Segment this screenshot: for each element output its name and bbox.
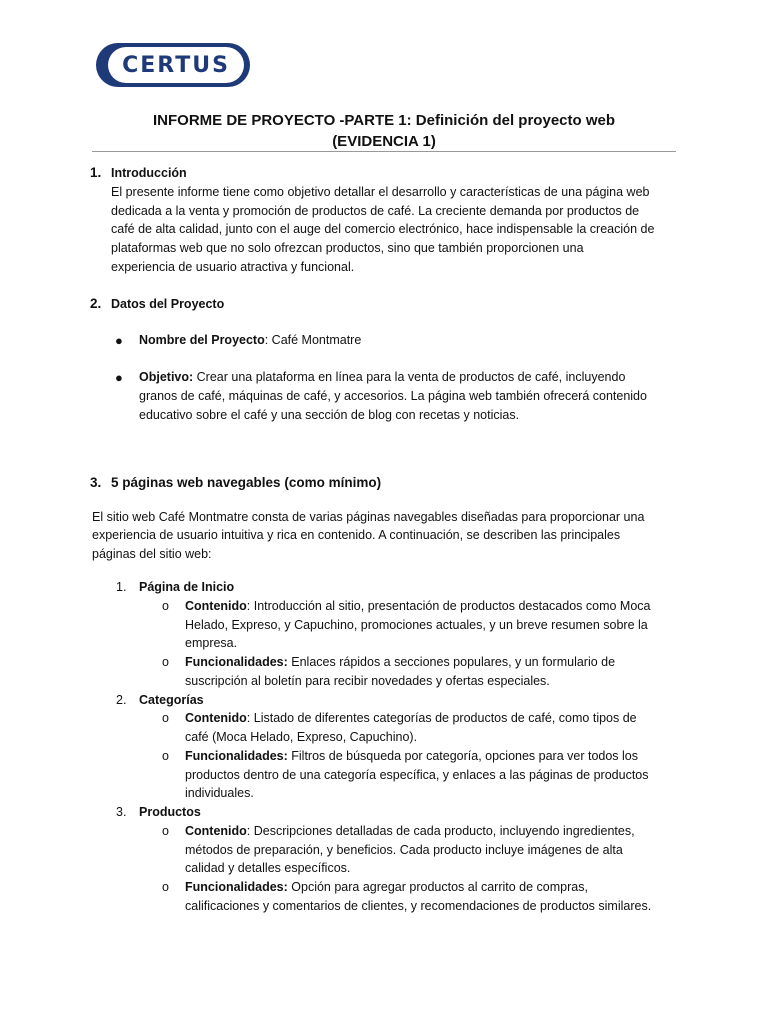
func-line xyxy=(185,878,588,897)
section-3-heading: 5 páginas web navegables (como mínimo) xyxy=(111,475,382,490)
title-line-2: (EVIDENCIA 1) xyxy=(332,133,436,150)
intro-line: plataformas web que no solo ofrezcan productos, sino que también proporcionen una xyxy=(111,241,584,255)
bullet: ● xyxy=(115,333,123,348)
intro-line: café de alta calidad, junto con el auge del comercio electrónico, hace indispensable la creación de xyxy=(111,222,655,236)
intro-line: El presente informe tiene como objetivo detallar el desarrollo y características de una página web xyxy=(111,185,650,199)
section-3-intro-line: páginas del sitio web: xyxy=(92,547,212,561)
content-text: : Listado de diferentes categorías de productos de café, como tipos de xyxy=(246,711,637,725)
content-label: Contenido xyxy=(185,824,247,838)
content-line: empresa. xyxy=(185,636,238,650)
func-text: Enlaces rápidos a secciones populares, y un formulario de xyxy=(287,655,616,669)
project-name-line xyxy=(139,331,361,350)
content-line: café (Moca Helado, Expreso, Capuchino). xyxy=(185,730,418,744)
intro-line: dedicada a la venta y promoción de productos de café. La creciente demanda por productos de xyxy=(111,204,640,218)
intro-line: experiencia de usuario atractiva y funcional. xyxy=(111,260,355,274)
func-line: suscripción al boletín para recibir novedades y ofertas especiales. xyxy=(185,674,550,688)
objective-line: granos de café, máquinas de café, y accesorios. La página web también ofrecerá contenido xyxy=(139,389,647,403)
sub-bullet: o xyxy=(162,711,169,725)
func-line: productos dentro de una categoría específica, y enlaces a las páginas de productos xyxy=(185,768,649,782)
content-label: Contenido xyxy=(185,599,247,613)
content-line: Helado, Expreso, y Capuchino, promociones actuales, y un breve resumen sobre la xyxy=(185,618,648,632)
sub-bullet: o xyxy=(162,599,169,613)
page-item-title: Página de Inicio xyxy=(139,580,235,594)
func-line: individuales. xyxy=(185,786,254,800)
page-item-number: 3. xyxy=(116,805,127,819)
func-text: Filtros de búsqueda por categoría, opciones para ver todos los xyxy=(287,749,639,763)
content-line: calidad y detalles específicos. xyxy=(185,861,351,875)
sub-bullet: o xyxy=(162,824,169,838)
content-line xyxy=(185,597,651,616)
section-3-number: 3. xyxy=(90,475,102,490)
project-name-value: : Café Montmatre xyxy=(264,333,362,347)
page-item-title: Productos xyxy=(139,805,201,819)
page-item-number: 1. xyxy=(116,580,127,594)
func-line xyxy=(185,653,615,672)
func-line xyxy=(185,747,638,766)
page-item-number: 2. xyxy=(116,693,127,707)
content-line: métodos de preparación, y beneficios. Cada producto incluye imágenes de alta xyxy=(185,843,623,857)
sub-bullet: o xyxy=(162,749,169,763)
bullet: ● xyxy=(115,370,123,385)
objective-label: Objetivo: xyxy=(139,370,194,384)
content-label: Contenido xyxy=(185,711,247,725)
func-text: Opción para agregar productos al carrito de compras, xyxy=(287,880,588,894)
section-3-intro-line: experiencia de usuario intuitiva y rica en contenido. A continuación, se describen las principales xyxy=(92,528,621,542)
project-name-label: Nombre del Proyecto xyxy=(139,333,265,347)
title-line-1: INFORME DE PROYECTO -PARTE 1: Definición del proyecto web xyxy=(153,112,615,129)
func-label: Funcionalidades: xyxy=(185,880,288,894)
objective-line xyxy=(139,368,625,387)
page-item-title: Categorías xyxy=(139,693,204,707)
section-2-heading: Datos del Proyecto xyxy=(111,297,225,311)
content-text: : Descripciones detalladas de cada producto, incluyendo ingredientes, xyxy=(246,824,635,838)
func-label: Funcionalidades: xyxy=(185,749,288,763)
func-line: calificaciones y comentarios de clientes, y recomendaciones de productos similares. xyxy=(185,899,652,913)
objective-text: Crear una plataforma en línea para la venta de productos de café, incluyendo xyxy=(193,370,626,384)
func-label: Funcionalidades: xyxy=(185,655,288,669)
content-line xyxy=(185,822,635,841)
content-line xyxy=(185,709,637,728)
logo-text: CERTUS xyxy=(122,52,230,78)
section-2-number: 2. xyxy=(90,296,102,311)
section-3-intro-line: El sitio web Café Montmatre consta de varias páginas navegables diseñadas para proporcionar una xyxy=(92,510,645,524)
section-1-heading: Introducción xyxy=(111,166,187,180)
objective-line: educativo sobre el café y una sección de blog con recetas y noticias. xyxy=(139,408,520,422)
section-1-number: 1. xyxy=(90,165,102,180)
content-text: : Introducción al sitio, presentación de productos destacados como Moca xyxy=(246,599,651,613)
sub-bullet: o xyxy=(162,655,169,669)
sub-bullet: o xyxy=(162,880,169,894)
